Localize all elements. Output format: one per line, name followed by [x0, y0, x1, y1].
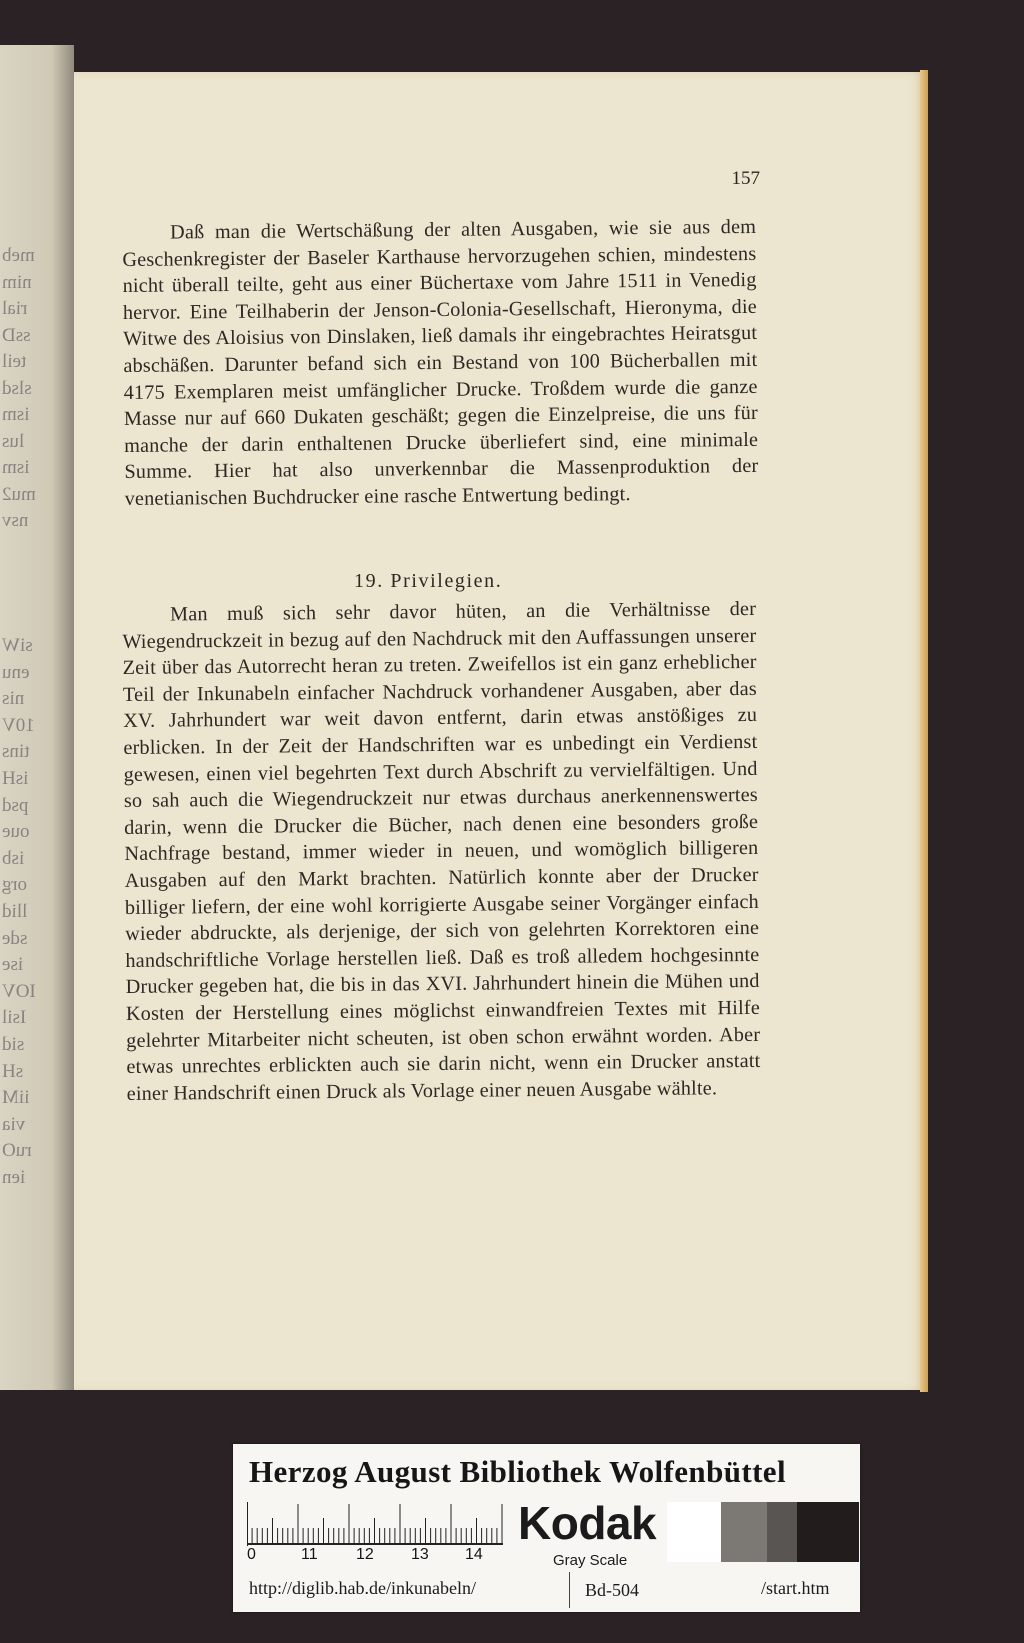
facing-page-fragment: psd: [2, 794, 29, 816]
ruler-label: 14: [465, 1546, 483, 1563]
facing-page-fragment: ise: [2, 954, 24, 976]
facing-page-fragment: nim: [2, 271, 32, 293]
ruler-label: 12: [356, 1546, 374, 1563]
facing-page-fragment: via: [2, 1113, 26, 1135]
gray-swatch: [797, 1502, 859, 1562]
ruler-label: 13: [411, 1546, 429, 1563]
facing-page-fragment: meb: [2, 245, 35, 266]
facing-page-fragment: siW: [2, 635, 33, 656]
facing-page-fragment: sde: [2, 927, 28, 949]
gray-scale-swatches: [667, 1502, 859, 1562]
kodak-logo: Kodak: [518, 1497, 657, 1549]
facing-page-fragment: teil: [2, 351, 27, 372]
gray-swatch: [767, 1502, 797, 1562]
facing-page-fragment: sH: [2, 1060, 24, 1082]
gray-swatch: [721, 1502, 767, 1562]
gray-scale-label: Gray Scale: [553, 1552, 628, 1569]
measurement-ruler: [247, 1502, 503, 1564]
facing-page-fragment: sid: [2, 1034, 25, 1055]
page-gilt-edge: [920, 70, 928, 1392]
facing-page-fragment: enu: [2, 661, 30, 683]
facing-page-fragment: nis: [2, 688, 25, 710]
facing-page-fragment: nsv: [2, 510, 29, 531]
ruler-labels: [247, 1546, 503, 1566]
ruler-ticks: [247, 1502, 503, 1546]
page-number: 157: [731, 168, 760, 189]
facing-page-fragment: slsd: [2, 377, 32, 399]
facing-page-fragment: ruO: [2, 1140, 32, 1162]
library-name: Herzog August Bibliothek Wolfenbüttel: [249, 1454, 786, 1489]
facing-page-fragment: lus: [2, 430, 25, 452]
shelf-code: Bd-504: [585, 1580, 639, 1600]
facing-page-fragment: mu2: [2, 483, 36, 505]
facing-page-fragment: org: [2, 874, 27, 896]
facing-page-fragment: ien: [2, 1167, 26, 1188]
book-page: [74, 72, 926, 1390]
facing-page-fragment: 10V: [2, 714, 35, 736]
ruler-label: 11: [301, 1546, 318, 1563]
facing-page-fragment: iiM: [2, 1087, 30, 1109]
facing-page-fragment: Isil: [2, 1007, 27, 1029]
facing-page-fragment: ssD: [2, 324, 31, 346]
source-url: http://diglib.hab.de/inkunabeln/: [249, 1578, 476, 1598]
facing-page-fragment: isb: [2, 847, 25, 869]
facing-page-fragment: ism: [2, 457, 30, 478]
facing-page-fragment: ism: [2, 404, 30, 425]
facing-page-fragment: oue: [2, 821, 30, 843]
facing-page-fragment: IOV: [2, 980, 36, 1002]
paragraph-1: [122, 214, 759, 513]
facing-page-fragment: tins: [2, 741, 30, 763]
facing-page-edge: [0, 45, 74, 1390]
section-heading: 19. Privilegien.: [354, 570, 503, 592]
facing-page-fragment: llid: [2, 901, 28, 922]
gray-swatch: [667, 1502, 721, 1562]
paragraph-2-text: Man muß sich sehr davor hüten, an die Verhältnisse der Wiegendruckzeit in bezug auf den Nachdruck mit den Auffassungen unserer Zeit über das Autorrecht heran zu treten. Zweifellos ist ein ganz erheblicher Teil der Inkunabeln einfacher Nachdruck vorhandener Ausgaben, aber das XV. Jahrhundert war weit davon entfernt, darin etwas anstößiges zu erblicken. In der Zeit der Handschriften war es unbedingt ein Verdienst gewesen, einen viel begehrten Text durch Abschrift zu vervielfältigen. Und so sah auch die Wiegendruckzeit nur etwas durchaus anerkennenswertes darin, wenn die Drucker die Bücher, nach denen eine besonders große Nachfrage bestand, immer wieder in neuen, und womöglich billigeren Ausgaben auf den Markt brachten. Natürlich konnte aber der Drucker billiger liefern, der eine wohl korrigierte Ausgabe seiner Vorgänger einfach wieder abdruckte, als derjenige, der sich von gelehrten Korrektoren eine handschriftliche Vorlage herstellen ließ. Daß es troß alledem hochgesinnte Drucker gegeben hat, die bis in das XVI. Jahrhundert hinein die Mühen und Kosten der Herstellung eines möglichst einwandfreien Textes mit Hilfe gelehrter Mitarbeiter nicht scheuten, ist oben schon erwähnt worden. Aber etwas unrechtes erblickten auch sie darin nicht, wenn ein Drucker anstatt einer Handschrift einen Druck als Vorlage einer neuen Ausgabe wählte.: [122, 597, 761, 1105]
start-path: /start.htm: [761, 1578, 830, 1598]
paragraph-2: [122, 596, 761, 1107]
facing-page-fragment: isH: [2, 768, 29, 789]
paragraph-1-text: Daß man die Wertschäßung der alten Ausgaben, wie sie aus dem Geschenkregister der Baseler Karthause hervorzugehen schien, mindestens nicht überall teilte, geht aus einer Büchertaxe vom Jahre 1511 in Venedig hervor. Eine Teilhaberin der Jenson-Colonia-Gesellschaft, Hieronyma, die Witwe des Aloisius von Dinslaken, ließ damals ihr eingebrachtes Heiratsgut abschäßen. Darunter befand sich ein Bestand von 100 Bücherballen mit 4175 Exemplaren meist umfänglicher Drucke. Troßdem wurde die ganze Masse nur auf 660 Dukaten geschäßt; gegen die Einzelpreise, die uns für manche der darin enthaltenen Drucke überliefert sind, eine minimale Summe. Hier hat also unverkennbar die Massenproduktion der venetianischen Buchdrucker eine rasche Entwertung bedingt.: [122, 215, 759, 510]
ruler-label: 0: [247, 1546, 256, 1563]
library-color-card: [233, 1444, 860, 1612]
facing-page-fragment: rial: [2, 298, 28, 319]
